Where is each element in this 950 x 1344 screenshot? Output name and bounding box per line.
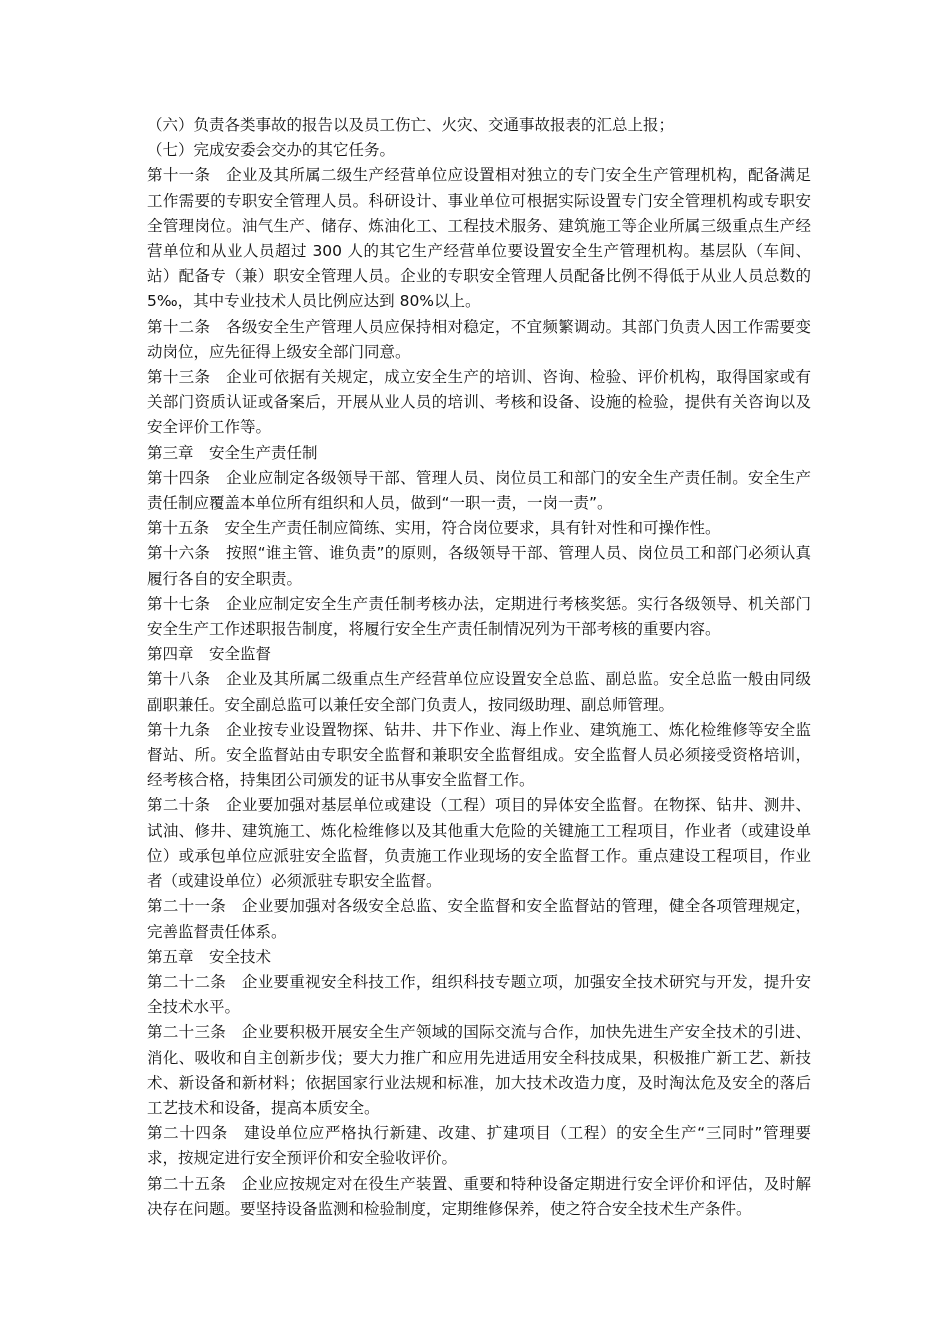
article-11: 第十一条 企业及其所属二级生产经营单位应设置相对独立的专门安全生产管理机构，配备满足工作需要的专职安全管理人员。科研设计、事业单位可根据实际设置专门安全管理机构或专职安全管理岗位。油气生产、储存、炼油化工、工程技术服务、建筑施工等企业所属三级重点生产经营单位和从业人员超过 300 人的其它生产经营单位要设置安全生产管理机构。基层队（车间、站）配备专（兼）职安全管理人员。企业的专职安全管理人员配备比例不得低于从业人员总数的 5‰，其中专业技术人员比例应达到 80%以上。 xyxy=(147,166,811,311)
article-25: 第二十五条 企业应按规定对在役生产装置、重要和特种设备定期进行安全评价和评估，及时解决存在问题。要坚持设备监测和检验制度，定期维修保养，使之符合安全技术生产条件。 xyxy=(147,1174,811,1218)
list-item: （六）负责各类事故的报告以及员工伤亡、火灾、交通事故报表的汇总上报； xyxy=(147,116,675,134)
article-23: 第二十三条 企业要积极开展安全生产领域的国际交流与合作，加快先进生产安全技术的引进、消化、吸收和自主创新步伐；要大力推广和应用先进适用安全科技成果，积极推广新工艺、新技术、新设备和新材料；依据国家行业法规和标准，加大技术改造力度，及时淘汰危及安全的落后工艺技术和设备，提高本质安全。 xyxy=(147,1023,811,1117)
article-22: 第二十二条 企业要重视安全科技工作，组织科技专题立项，加强安全技术研究与开发，提升安全技术水平。 xyxy=(147,972,811,1017)
document-body xyxy=(147,113,811,1222)
article-21: 第二十一条 企业要加强对各级安全总监、安全监督和安全监督站的管理，健全各项管理规定，完善监督责任体系。 xyxy=(147,897,811,941)
article-20: 第二十条 企业要加强对基层单位或建设（工程）项目的异体安全监督。在物探、钻井、测井、试油、修井、建筑施工、炼化检维修以及其他重大危险的关键施工工程项目，作业者（或建设单位）或承包单位应派驻安全监督，负责施工作业现场的安全监督工作。重点建设工程项目，作业者（或建设单位）必须派驻专职安全监督。 xyxy=(147,796,811,891)
article-13: 第十三条 企业可依据有关规定，成立安全生产的培训、咨询、检验、评价机构，取得国家或有关部门资质认证或备案后，开展从业人员的培训、考核和设备、设施的检验，提供有关咨询以及安全评价工作等。 xyxy=(147,368,811,437)
article-14: 第十四条 企业应制定各级领导干部、管理人员、岗位员工和部门的安全生产责任制。安全生产责任制应覆盖本单位所有组织和人员，做到“一职一责，一岗一责”。 xyxy=(147,468,811,513)
chapter-3-heading: 第三章 安全生产责任制 xyxy=(147,443,318,462)
article-19: 第十九条 企业按专业设置物探、钻井、井下作业、海上作业、建筑施工、炼化检维修等安全监督站、所。安全监督站由专职安全监督和兼职安全监督组成。安全监督人员必须接受资格培训，经考核合格，持集团公司颁发的证书从事安全监督工作。 xyxy=(147,720,811,790)
list-item: （七）完成安委会交办的其它任务。 xyxy=(147,141,396,160)
article-12: 第十二条 各级安全生产管理人员应保持相对稳定，不宜频繁调动。其部门负责人因工作需要变动岗位，应先征得上级安全部门同意。 xyxy=(147,317,811,361)
article-15: 第十五条 安全生产责任制应简练、实用，符合岗位要求，具有针对性和可操作性。 xyxy=(147,519,721,538)
chapter-5-heading: 第五章 安全技术 xyxy=(147,947,272,966)
article-18: 第十八条 企业及其所属二级重点生产经营单位应设置安全总监、副总监。安全总监一般由同级副职兼任。安全副总监可以兼任安全部门负责人，按同级助理、副总师管理。 xyxy=(147,670,811,714)
article-16: 第十六条 按照“谁主管、谁负责”的原则，各级领导干部、管理人员、岗位员工和部门必须认真履行各自的安全职责。 xyxy=(147,544,811,588)
article-17: 第十七条 企业应制定安全生产责任制考核办法，定期进行考核奖惩。实行各级领导、机关部门安全生产工作述职报告制度，将履行安全生产责任制情况列为干部考核的重要内容。 xyxy=(147,594,811,639)
article-24: 第二十四条 建设单位应严格执行新建、改建、扩建项目（工程）的安全生产“三同时”管理要求，按规定进行安全预评价和安全验收评价。 xyxy=(147,1124,811,1168)
chapter-4-heading: 第四章 安全监督 xyxy=(147,645,272,664)
